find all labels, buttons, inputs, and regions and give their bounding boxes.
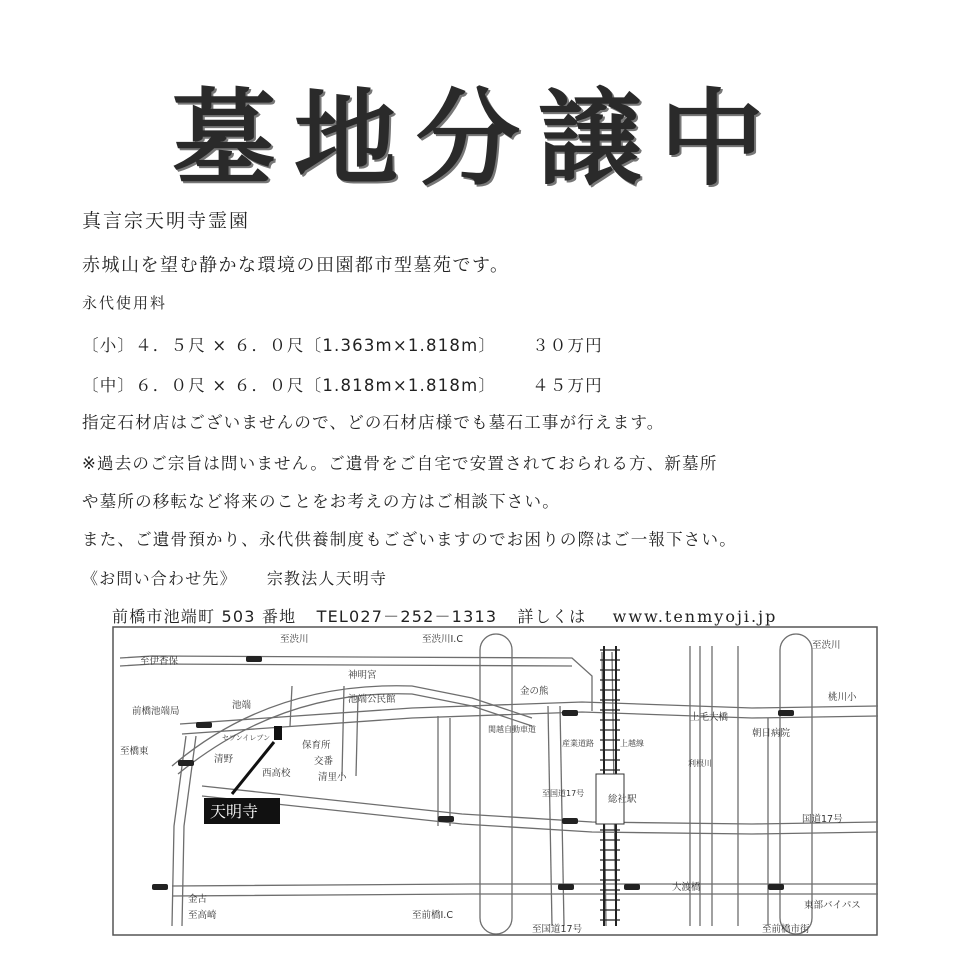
map-label: 至前橋市街 (762, 924, 810, 935)
plan-medium (82, 372, 603, 396)
fee-heading: 永代使用料 (82, 294, 168, 312)
note-stonemason: 指定石材店はございませんので、どの石材店様でも墓石工事が行えます。 (82, 413, 665, 432)
map-label: 池端 (232, 700, 252, 711)
map-label: 前橋池端局 (132, 706, 180, 717)
map-label: 金の熊 (520, 686, 549, 697)
map-label: 至国道17号 (532, 924, 583, 935)
map-label: 西高校 (262, 768, 291, 779)
map-label: 至高崎 (188, 910, 217, 921)
map-label: 神明宮 (348, 670, 377, 681)
contact-label: 《お問い合わせ先》 (82, 569, 237, 588)
map-frame (113, 627, 877, 935)
note-relocation: や墓所の移転など将来のことをお考えの方はご相談下さい。 (82, 492, 560, 511)
map-label: セブンイレブン (222, 734, 271, 742)
temple-name: 真言宗天明寺霊園 (82, 210, 251, 232)
map-label: 池端公民館 (348, 694, 396, 705)
map-label: 利根川 (688, 759, 712, 768)
contact-org: 宗教法人天明寺 (266, 569, 388, 588)
address-line (112, 604, 777, 627)
plan-price: ３０万円 (532, 336, 603, 355)
page-title: 墓地分譲中 (171, 77, 782, 200)
map-label: 関越自動車道 (488, 725, 536, 734)
map-label: 至前橋I.C (412, 910, 453, 921)
access-map (112, 626, 878, 936)
note-religion: ※過去のご宗旨は問いません。ご遺骨をご自宅で安置されておられる方、新墓所 (82, 454, 718, 473)
map-label: 大渡橋 (672, 882, 701, 893)
map-label: 国道17号 (802, 814, 843, 825)
address: 前橋市池端町 503 番地 (112, 607, 297, 626)
map-label: 至橋東 (120, 746, 149, 757)
map-label: 産業道路 (562, 739, 594, 748)
map-label: 至渋川 (280, 634, 309, 645)
map-label: 総社駅 (608, 794, 637, 805)
more-info: 詳しくは (517, 607, 587, 626)
map-label: 金古 (188, 894, 208, 905)
plan-small (82, 332, 603, 356)
telephone: TEL027－252－1313 (316, 607, 498, 626)
map-label: 東部バイパス (804, 900, 861, 911)
website-link[interactable]: www.tenmyoji.jp (612, 607, 778, 626)
plan-size: 〔小〕４．５尺 × ６．０尺〔1.363m×1.818m〕 (82, 336, 497, 355)
map-label: 交番 (314, 756, 334, 767)
map-label: 清野 (214, 754, 234, 765)
note-custody: また、ご遺骨預かり、永代供養制度もございますのでお困りの際はご一報下さい。 (82, 530, 737, 549)
map-label: 朝日病院 (752, 728, 791, 739)
temple-marker (274, 726, 282, 740)
contact-line (82, 566, 387, 589)
map-label: 至渋川I.C (422, 634, 463, 645)
map-label: 上毛大橋 (690, 712, 729, 723)
map-label: 至伊香保 (140, 656, 179, 667)
map-label: 至国道17号 (542, 789, 585, 798)
temple-label: 天明寺 (210, 802, 259, 821)
plan-size: 〔中〕６．０尺 × ６．０尺〔1.818m×1.818m〕 (82, 376, 497, 395)
map-label: 至渋川 (812, 640, 841, 651)
map-label: 上越線 (620, 739, 644, 748)
map-label: 保育所 (302, 740, 331, 751)
map-label: 桃川小 (828, 692, 857, 703)
map-roads (120, 634, 878, 934)
intro-text: 赤城山を望む静かな環境の田園都市型墓苑です。 (82, 255, 510, 276)
map-label: 清里小 (318, 772, 347, 783)
plan-price: ４５万円 (532, 376, 603, 395)
